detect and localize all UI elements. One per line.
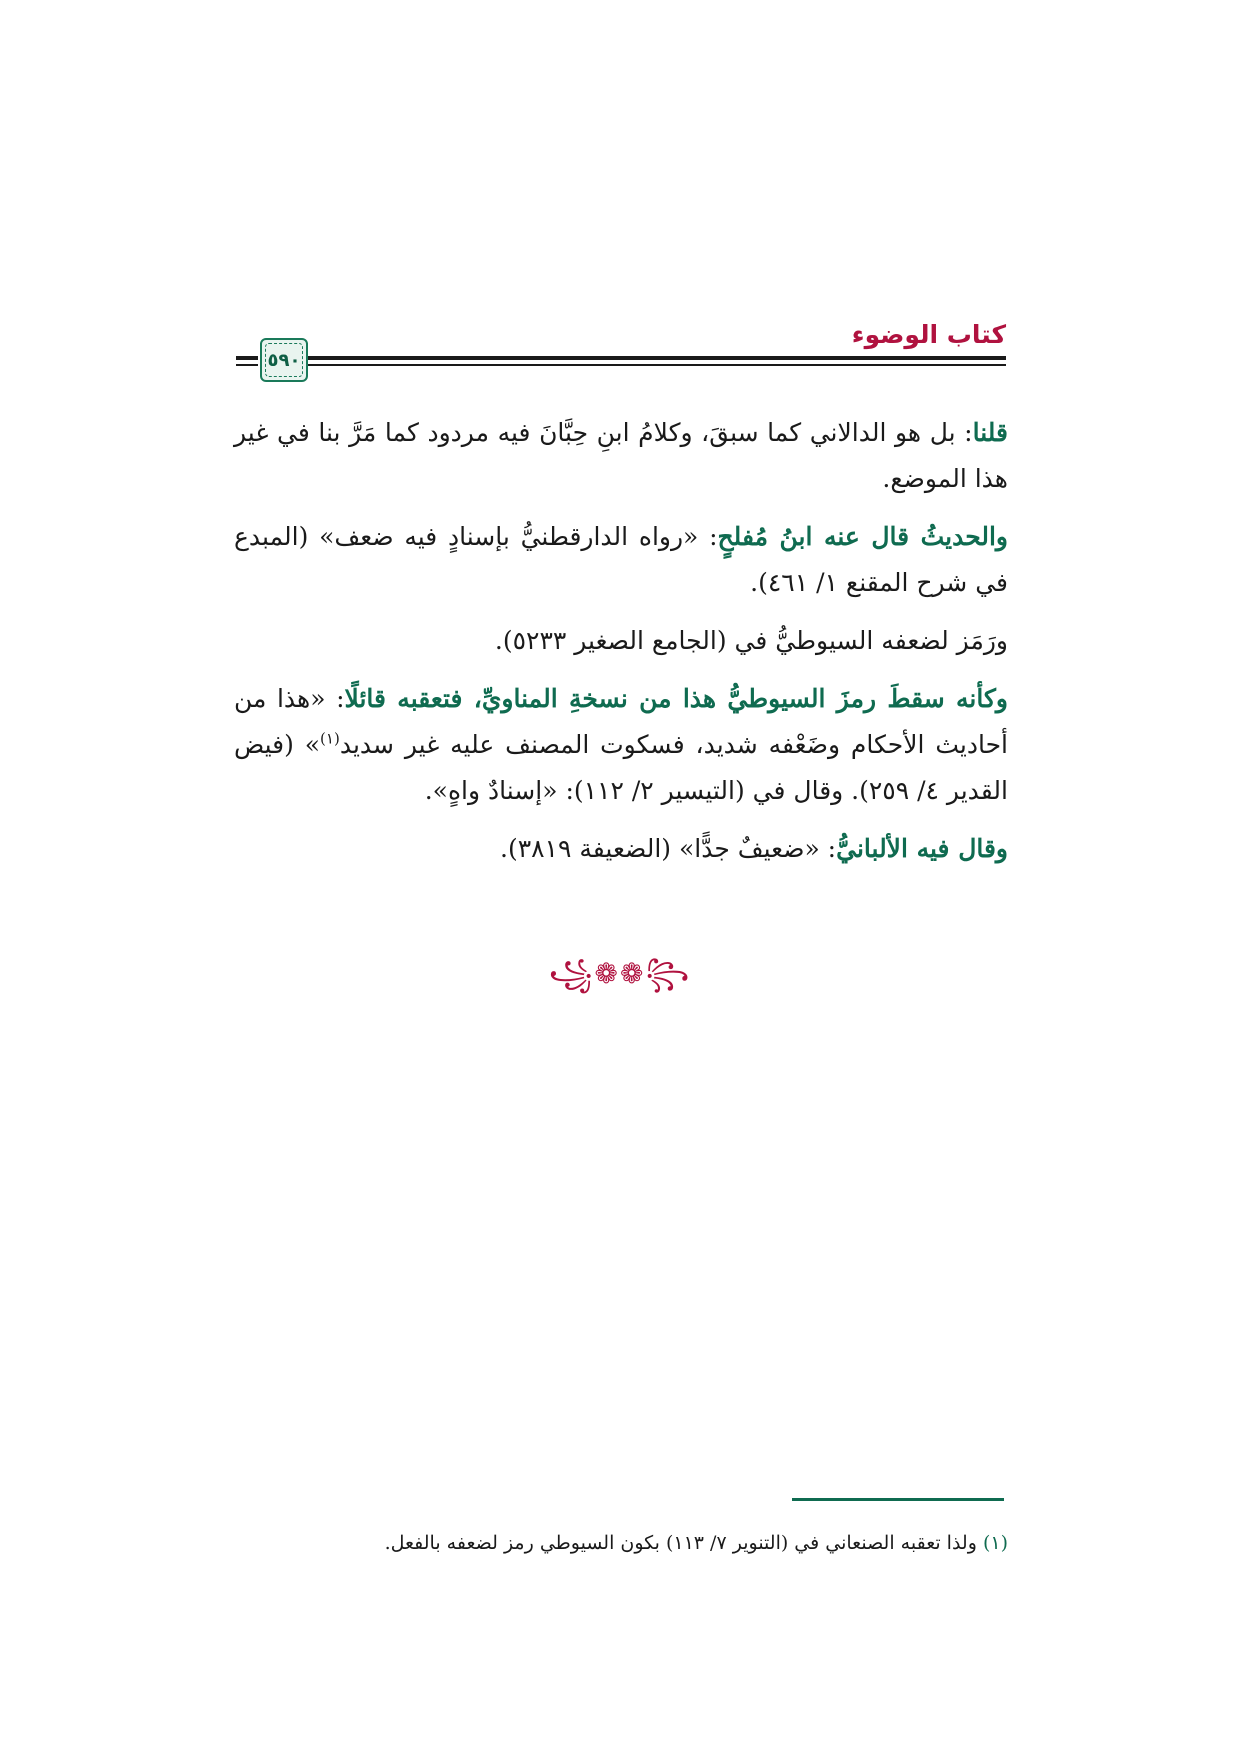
header-rule-left-thick bbox=[236, 356, 258, 360]
header-rule-thin bbox=[286, 364, 1006, 366]
paragraph-5-label: وقال فيه الألبانيُّ bbox=[836, 834, 1008, 863]
main-text bbox=[234, 410, 1008, 884]
footnote-separator bbox=[792, 1498, 1004, 1501]
header-rule-thick bbox=[286, 356, 1006, 360]
page-header bbox=[236, 312, 1006, 384]
paragraph-2-text: : «رواه الدارقطنيُّ بإسنادٍ فيه ضعف» (المبدع في شرح المقنع ١/ ٤٦١). bbox=[234, 522, 1008, 597]
header-rule-left-thin bbox=[236, 364, 258, 366]
paragraph-3-text: ورَمَز لضعفه السيوطيُّ في (الجامع الصغير ٥٢٣٣). bbox=[494, 626, 1008, 655]
page-number: ٥٩٠ bbox=[267, 349, 301, 371]
footnote-text: ولذا تعقبه الصنعاني في (التنوير ٧/ ١١٣) بكون السيوطي رمز لضعفه بالفعل. bbox=[384, 1532, 983, 1554]
paragraph-3 bbox=[234, 618, 1008, 664]
paragraph-1-text: : بل هو الدالاني كما سبقَ، وكلامُ ابنِ حِبَّانَ فيه مردود كما مَرَّ بنا في غير هذا الموضع. bbox=[234, 418, 1008, 493]
paragraph-2-label: والحديثُ قال عنه ابنُ مُفلحٍ bbox=[717, 522, 1008, 551]
footnote-number: (١) bbox=[982, 1532, 1008, 1554]
paragraph-5-text: : «ضعيفٌ جدًّا» (الضعيفة ٣٨١٩). bbox=[500, 834, 837, 863]
paragraph-5 bbox=[234, 826, 1008, 872]
chapter-title: كتاب الوضوء bbox=[851, 320, 1006, 349]
paragraph-2 bbox=[234, 514, 1008, 606]
footnote bbox=[234, 1528, 1008, 1558]
page-number-badge bbox=[260, 338, 308, 382]
section-end-ornament: ꧁❁❁꧂ bbox=[548, 957, 692, 990]
paragraph-1-label: قلنا bbox=[972, 418, 1008, 447]
footnote-reference[interactable]: (١) bbox=[320, 729, 340, 748]
paragraph-4-text-a: : «هذا من أحاديث الأحكام وضَعْفه شديد، فسكوت المصنف عليه غير سديد bbox=[234, 684, 1008, 759]
paragraph-4-label: وكأنه سقطَ رمزَ السيوطيُّ هذا من نسخةِ المناويِّ، فتعقبه قائلًا bbox=[344, 684, 1008, 713]
paragraph-4 bbox=[234, 676, 1008, 814]
paragraph-1 bbox=[234, 410, 1008, 502]
paragraph-4-text-b: » (فيض القدير ٤/ ٢٥٩). وقال في (التيسير ٢/ ١١٢): «إسنادٌ واهٍ». bbox=[234, 730, 1008, 805]
